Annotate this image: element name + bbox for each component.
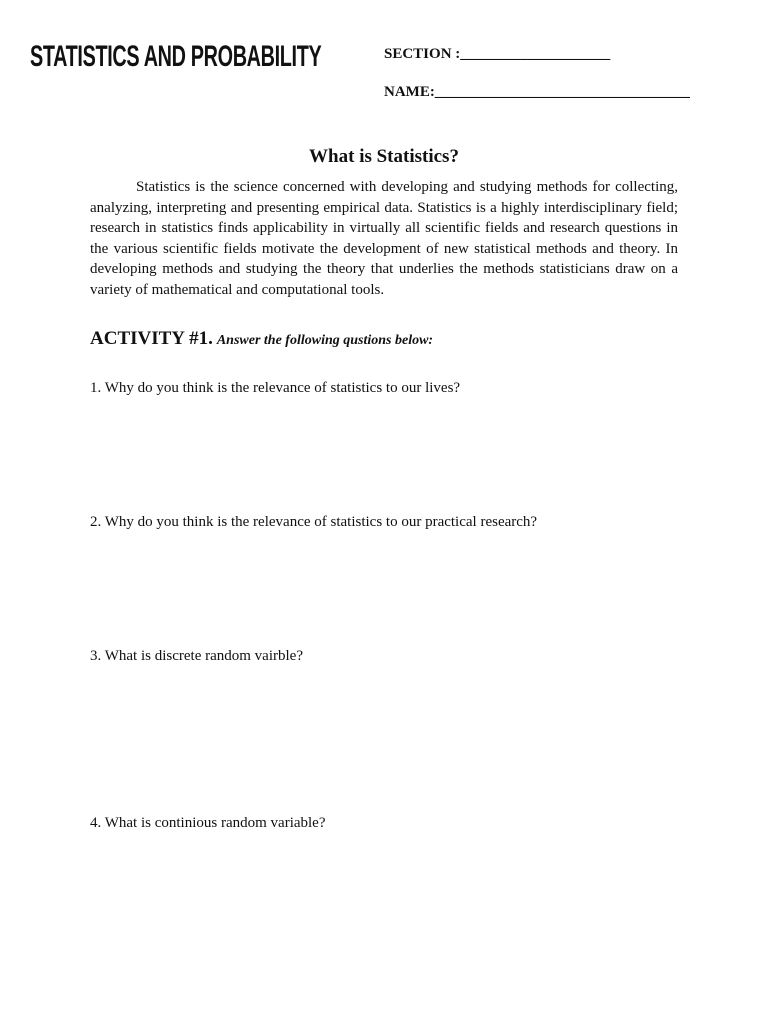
question-3: 3. What is discrete random vairble? (90, 648, 303, 664)
question-2: 2. Why do you think is the relevance of statistics to our practical research? (90, 514, 538, 530)
activity-label: ACTIVITY #1. (90, 328, 213, 349)
question-1: 1. Why do you think is the relevance of statistics to our lives? (90, 380, 461, 396)
activity-header (90, 328, 433, 350)
activity-instruction: Answer the following qustions below: (216, 333, 434, 348)
question-4: 4. What is continious random variable? (90, 815, 326, 831)
name-field[interactable]: NAME:__________________________________ (384, 84, 690, 100)
intro-paragraph: Statistics is the science concerned with developing and studying methods for collecting, analyzing, interpreting and presenting empirical data. Statistics is a highly interdisciplinary field; research in statistics finds applicability in virtually all scientific fields and research questions in the various scientific fields motivate the development of new statistical methods and theory. In developing methods and studying the theory that underlies the methods statisticians draw on a variety of mathematical and computational tools. (90, 179, 678, 298)
section-heading: What is Statistics? (309, 146, 459, 167)
document-title: STATISTICS AND PROBABILITY (30, 40, 322, 73)
section-field[interactable]: SECTION :____________________ (384, 46, 611, 62)
